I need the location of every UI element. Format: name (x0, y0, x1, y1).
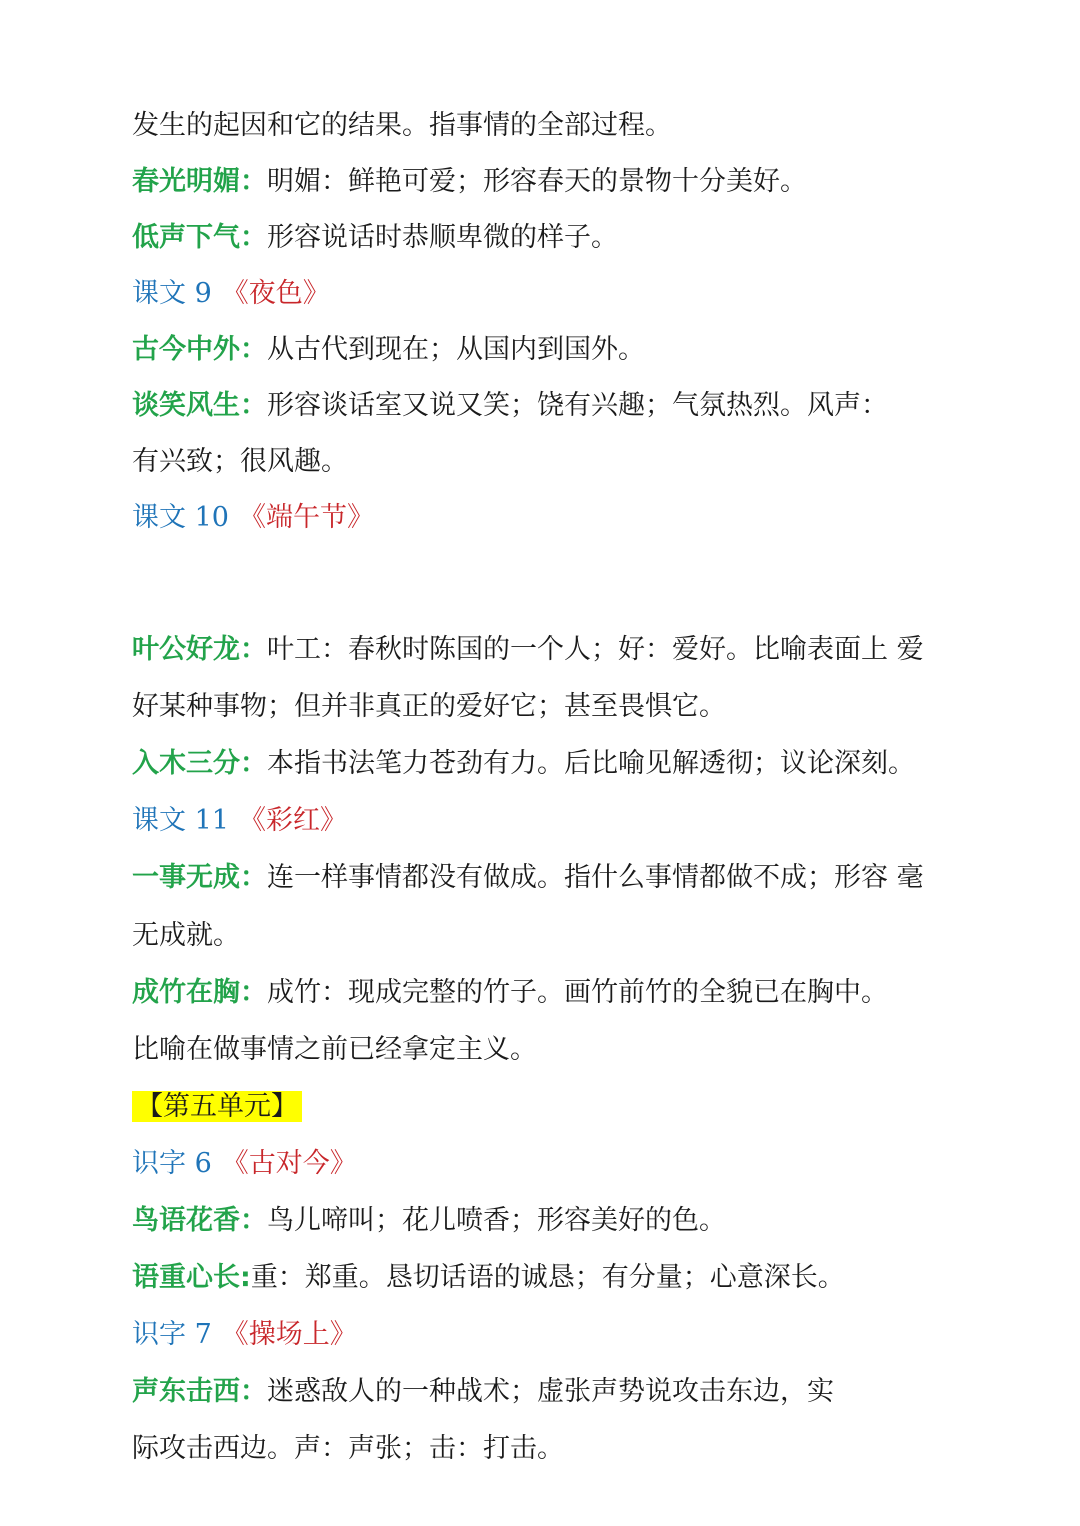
idiom-definition: 成竹：现成完整的竹子。画竹前竹的全貌已在胸中。 (267, 977, 888, 1008)
idiom-term: 声东击西： (132, 1376, 267, 1407)
text-line (132, 106, 952, 146)
idiom-definition: 从古代到现在；从国内到国外。 (267, 334, 645, 365)
idiom-definition: 重：郑重。恳切话语的诚恳；有分量；心意深长。 (250, 1262, 845, 1293)
unit-heading (132, 1087, 952, 1127)
definition-text: 际攻击西边。声：声张；击：打击。 (132, 1433, 564, 1464)
idiom-term: 语重心长: (132, 1262, 251, 1293)
idiom-entry (132, 330, 952, 370)
idiom-entry (132, 1258, 952, 1298)
idiom-entry (132, 744, 952, 784)
idiom-definition: 叶工：春秋时陈国的一个人；好：爱好。比喻表面上 爱 (267, 634, 924, 665)
lesson-label: 课文 9 (132, 278, 212, 309)
definition-text: 比喻在做事情之前已经拿定主义。 (132, 1034, 537, 1065)
idiom-definition: 连一样事情都没有做成。指什么事情都做不成；形容 毫 (267, 862, 924, 893)
text-line (132, 442, 952, 482)
lesson-label: 课文 11 (132, 805, 229, 836)
idiom-entry (132, 218, 952, 258)
lesson-heading (132, 801, 952, 841)
idiom-term: 成竹在胸： (132, 977, 267, 1008)
idiom-entry (132, 858, 952, 898)
idiom-definition: 本指书法笔力苍劲有力。后比喻见解透彻；议论深刻。 (267, 748, 915, 779)
idiom-entry (132, 386, 952, 426)
definition-text: 有兴致；很风趣。 (132, 446, 348, 477)
lesson-title: 《端午节》 (238, 502, 374, 533)
lesson-heading (132, 1144, 952, 1184)
text-line (132, 1429, 952, 1469)
idiom-term: 叶公好龙： (132, 634, 267, 665)
text-line (132, 916, 952, 956)
lesson-label: 识字 6 (132, 1148, 212, 1179)
definition-text: 发生的起因和它的结果。指事情的全部过程。 (132, 110, 672, 141)
lesson-label: 课文 10 (132, 502, 229, 533)
idiom-term: 鸟语花香： (132, 1205, 267, 1236)
idiom-term: 低声下气： (132, 222, 267, 253)
idiom-entry (132, 162, 952, 202)
text-line (132, 1030, 952, 1070)
idiom-definition: 形容说话时恭顺卑微的样子。 (267, 222, 618, 253)
lesson-heading (132, 498, 952, 538)
idiom-entry (132, 1201, 952, 1241)
idiom-definition: 鸟儿啼叫；花儿喷香；形容美好的色。 (267, 1205, 726, 1236)
lesson-title: 《夜色》 (221, 278, 330, 309)
idiom-definition: 迷惑敌人的一种战术；虚张声势说攻击东边，实 (267, 1376, 834, 1407)
idiom-term: 春光明媚： (132, 166, 267, 197)
idiom-definition: 明媚：鲜艳可爱；形容春天的景物十分美好。 (267, 166, 807, 197)
lesson-heading (132, 274, 952, 314)
lesson-title: 《操场上》 (221, 1319, 357, 1350)
idiom-term: 谈笑风生： (132, 390, 267, 421)
text-line (132, 687, 952, 727)
unit-label: 【第五单元】 (132, 1091, 302, 1122)
lesson-heading (132, 1315, 952, 1355)
definition-text: 无成就。 (132, 920, 240, 951)
definition-text: 好某种事物；但并非真正的爱好它；甚至畏惧它。 (132, 691, 726, 722)
lesson-title: 《彩红》 (238, 805, 347, 836)
lesson-title: 《古对今》 (221, 1148, 357, 1179)
idiom-entry (132, 973, 952, 1013)
idiom-definition: 形容谈话室又说又笑；饶有兴趣；气氛热烈。风声： (267, 390, 888, 421)
idiom-term: 一事无成： (132, 862, 267, 893)
idiom-entry (132, 1372, 952, 1412)
idiom-term: 入木三分： (132, 748, 267, 779)
idiom-entry (132, 630, 952, 670)
idiom-term: 古今中外： (132, 334, 267, 365)
lesson-label: 识字 7 (132, 1319, 212, 1350)
